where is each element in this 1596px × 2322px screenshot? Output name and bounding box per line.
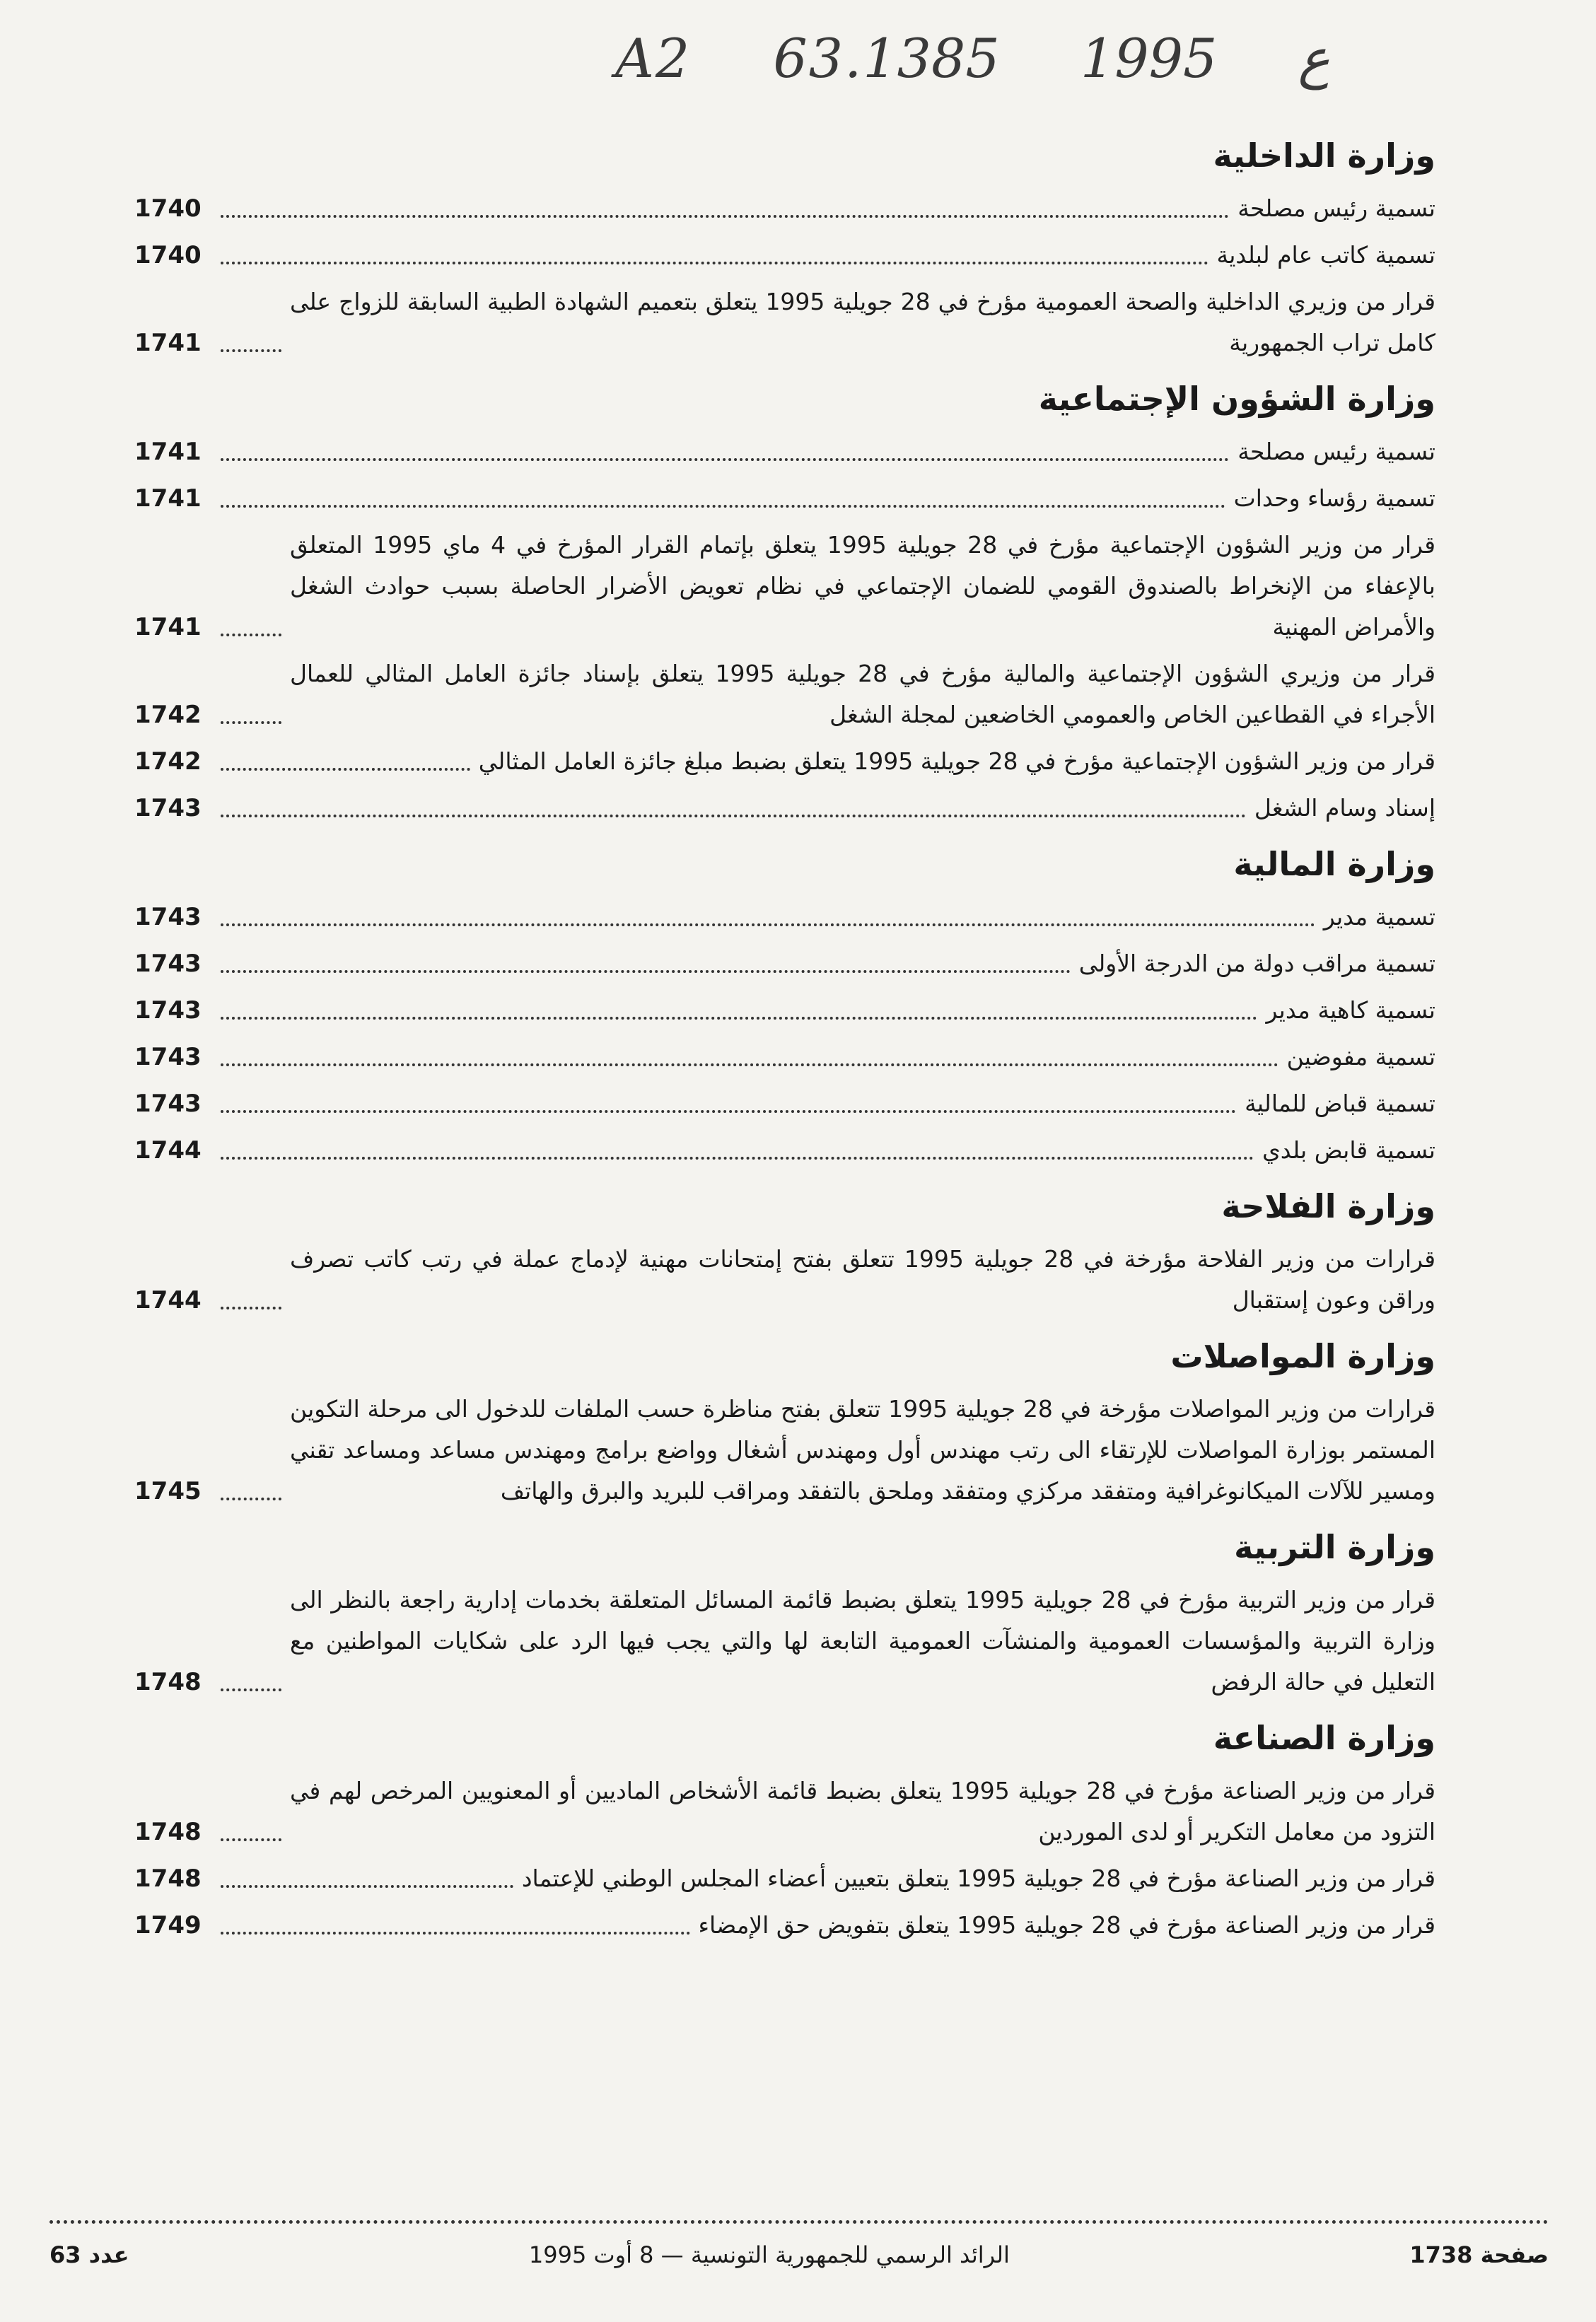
dot-leader bbox=[221, 633, 281, 636]
toc-entry bbox=[134, 653, 1435, 735]
toc-entry bbox=[134, 1083, 1435, 1124]
entry-text: قرار من وزير الصناعة مؤرخ في 28 جويلية 1995 يتعلق بتفويض حق الإمضاء bbox=[698, 1911, 1435, 1939]
handnote-item: 1995 bbox=[1080, 27, 1218, 90]
dot-leader bbox=[221, 214, 1229, 218]
toc-entry bbox=[134, 1037, 1435, 1078]
section-title: وزارة المالية bbox=[1233, 845, 1435, 883]
dot-leader bbox=[221, 1688, 281, 1691]
entry-page: 1741 bbox=[134, 438, 202, 466]
entry-page: 1743 bbox=[134, 950, 202, 978]
toc-entry bbox=[134, 990, 1435, 1031]
handwritten-annotation bbox=[615, 27, 1394, 90]
entry-text: تسمية رئيس مصلحة bbox=[1237, 438, 1435, 465]
entry-page: 1743 bbox=[134, 996, 202, 1025]
handnote-item: 1385 bbox=[863, 27, 1000, 90]
entry-page: 1741 bbox=[134, 484, 202, 513]
dot-leader bbox=[221, 1497, 281, 1500]
section-interior bbox=[134, 133, 1435, 363]
entry-text: قرار من وزير التربية مؤرخ في 28 جويلية 1995 يتعلق بضبط قائمة المسائل المتعلقة بخدمات إدارية راجعة بالنظر الى وزارة التربية والمؤسسات العمومية والمنشآت العمومية التابعة لها والتي يجب فيها الرد على شكايات المواطنين مع التعليل في حالة الرفض bbox=[290, 1586, 1436, 1696]
section-industry bbox=[134, 1715, 1435, 1946]
section-title: وزارة الصناعة bbox=[1213, 1719, 1435, 1757]
toc-entry bbox=[134, 1905, 1435, 1946]
entry-page: 1742 bbox=[134, 701, 202, 729]
dot-leader bbox=[221, 1109, 1236, 1113]
toc-entry bbox=[134, 1858, 1435, 1899]
entry-page: 1745 bbox=[134, 1477, 202, 1505]
toc-entry bbox=[134, 235, 1435, 276]
entry-page: 1742 bbox=[134, 747, 202, 776]
toc-entry bbox=[134, 788, 1435, 829]
dot-leader bbox=[221, 1931, 690, 1935]
handnote-item: A2 bbox=[615, 27, 692, 90]
toc-entry bbox=[134, 741, 1435, 782]
entry-page: 1744 bbox=[134, 1286, 202, 1314]
table-of-contents bbox=[134, 120, 1435, 1951]
section-title: وزارة المواصلات bbox=[1170, 1337, 1435, 1375]
dot-leader bbox=[221, 1156, 1254, 1160]
entry-page: 1740 bbox=[134, 194, 202, 223]
entry-text: تسمية مدير bbox=[1323, 903, 1435, 930]
dot-leader bbox=[221, 1306, 281, 1309]
dot-leader bbox=[221, 1016, 1257, 1020]
toc-entry bbox=[134, 897, 1435, 938]
toc-entry bbox=[134, 1130, 1435, 1171]
handnote-item: 63.ع bbox=[773, 27, 1330, 90]
entry-page: 1740 bbox=[134, 241, 202, 269]
dot-leader bbox=[221, 969, 1071, 973]
entry-page: 1749 bbox=[134, 1911, 202, 1939]
toc-entry bbox=[134, 478, 1435, 519]
entry-page: 1744 bbox=[134, 1136, 202, 1165]
entry-text: قرار من وزيري الداخلية والصحة العمومية مؤرخ في 28 جويلية 1995 يتعلق بتعميم الشهادة الطبية السابقة للزواج على كامل تراب الجمهورية bbox=[290, 288, 1435, 356]
entry-text: قرارات من وزير الفلاحة مؤرخة في 28 جويلية 1995 تتعلق بفتح إمتحانات مهنية لإدماج عملة في رتب كاتب تصرف وراقن وعون إستقبال bbox=[290, 1245, 1435, 1314]
section-agriculture bbox=[134, 1184, 1435, 1321]
toc-entry bbox=[134, 281, 1435, 363]
dot-leader bbox=[221, 1063, 1278, 1066]
dot-leader bbox=[221, 261, 1208, 264]
entry-page: 1741 bbox=[134, 329, 202, 357]
toc-entry bbox=[134, 1239, 1435, 1321]
entry-page: 1741 bbox=[134, 613, 202, 641]
section-social-affairs bbox=[134, 376, 1435, 829]
entry-page: 1743 bbox=[134, 1043, 202, 1071]
toc-entry bbox=[134, 431, 1435, 472]
entry-page: 1743 bbox=[134, 1090, 202, 1118]
footer-issue-number: عدد 63 bbox=[49, 2241, 129, 2268]
dot-leader bbox=[221, 767, 470, 771]
toc-entry bbox=[134, 943, 1435, 984]
entry-text: تسمية رئيس مصلحة bbox=[1237, 194, 1435, 222]
entry-page: 1748 bbox=[134, 1818, 202, 1846]
toc-entry bbox=[134, 188, 1435, 229]
entry-page: 1748 bbox=[134, 1865, 202, 1893]
section-finance bbox=[134, 841, 1435, 1171]
entry-text: قرارات من وزير المواصلات مؤرخة في 28 جويلية 1995 تتعلق بفتح مناظرة حسب الملفات للدخول الى مرحلة التكوين المستمر بوزارة المواصلات للإرتقاء الى رتب مهندس أول ومهندس أشغال وواضع برامج ومهندس مساعد ومساعد تقني ومسير للآلات الميكانوغرافية ومتفقد مركزي ومتفقد وملحق بالتفقد ومراقب للبريد والبرق والهاتف bbox=[290, 1395, 1436, 1505]
entry-text: تسمية كاتب عام لبلدية bbox=[1216, 241, 1435, 269]
entry-text: قرار من وزير الصناعة مؤرخ في 28 جويلية 1995 يتعلق بتعيين أعضاء المجلس الوطني للإعتماد bbox=[521, 1865, 1435, 1892]
section-education bbox=[134, 1524, 1435, 1703]
entry-page: 1743 bbox=[134, 794, 202, 822]
entry-text: تسمية قابض بلدي bbox=[1262, 1136, 1435, 1164]
footer-publication-title: الرائد الرسمي للجمهورية التونسية — 8 أوت 1995 bbox=[528, 2241, 1010, 2268]
toc-entry bbox=[134, 1580, 1435, 1703]
toc-entry bbox=[134, 1389, 1435, 1512]
entry-text: تسمية مفوضين bbox=[1286, 1043, 1435, 1070]
entry-page: 1748 bbox=[134, 1668, 202, 1696]
entry-text: قرار من وزيري الشؤون الإجتماعية والمالية مؤرخ في 28 جويلية 1995 يتعلق بإسناد جائزة العامل المثالي للعمال الأجراء في القطاعين الخاص والعمومي الخاضعين لمجلة الشغل bbox=[290, 660, 1435, 728]
dot-leader bbox=[221, 814, 1246, 817]
section-title: وزارة الداخلية bbox=[1213, 136, 1435, 175]
page-footer bbox=[49, 2241, 1549, 2268]
section-title: وزارة الشؤون الإجتماعية bbox=[1038, 380, 1435, 418]
dot-leader bbox=[221, 457, 1229, 461]
dot-leader bbox=[221, 720, 281, 724]
entry-text: تسمية مراقب دولة من الدرجة الأولى bbox=[1078, 950, 1435, 977]
toc-entry bbox=[134, 525, 1435, 648]
dot-leader bbox=[221, 1884, 513, 1888]
dot-leader bbox=[221, 1838, 281, 1841]
entry-text: تسمية كاهية مدير bbox=[1266, 996, 1435, 1024]
section-communications bbox=[134, 1334, 1435, 1512]
dot-leader bbox=[221, 504, 1225, 508]
dot-leader bbox=[221, 923, 1315, 926]
entry-text: إسناد وسام الشغل bbox=[1254, 794, 1435, 822]
toc-entry bbox=[134, 1770, 1435, 1853]
entry-text: قرار من وزير الشؤون الإجتماعية مؤرخ في 28 جويلية 1995 يتعلق بضبط مبلغ جائزة العامل المثالي bbox=[478, 747, 1435, 775]
section-title: وزارة الفلاحة bbox=[1221, 1187, 1435, 1225]
entry-text: قرار من وزير الصناعة مؤرخ في 28 جويلية 1995 يتعلق بضبط قائمة الأشخاص الماديين أو المعنويين المرخص لهم في التزود من معامل التكرير أو لدى الموردين bbox=[290, 1777, 1436, 1845]
footer-divider bbox=[49, 2220, 1549, 2224]
entry-text: تسمية رؤساء وحدات bbox=[1233, 484, 1435, 512]
entry-text: تسمية قباض للمالية bbox=[1245, 1090, 1435, 1117]
entry-page: 1743 bbox=[134, 903, 202, 931]
entry-text: قرار من وزير الشؤون الإجتماعية مؤرخ في 28 جويلية 1995 يتعلق بإتمام القرار المؤرخ في 4 ماي 1995 المتعلق بالإعفاء من الإنخراط بالصندوق القومي للضمان الإجتماعي في نظام تعويض الأضرار الحاصلة بسبب حوادث الشغل والأمراض المهنية bbox=[290, 531, 1435, 641]
footer-page-number: صفحة 1738 bbox=[1409, 2241, 1549, 2268]
dot-leader bbox=[221, 349, 281, 352]
section-title: وزارة التربية bbox=[1234, 1528, 1435, 1566]
